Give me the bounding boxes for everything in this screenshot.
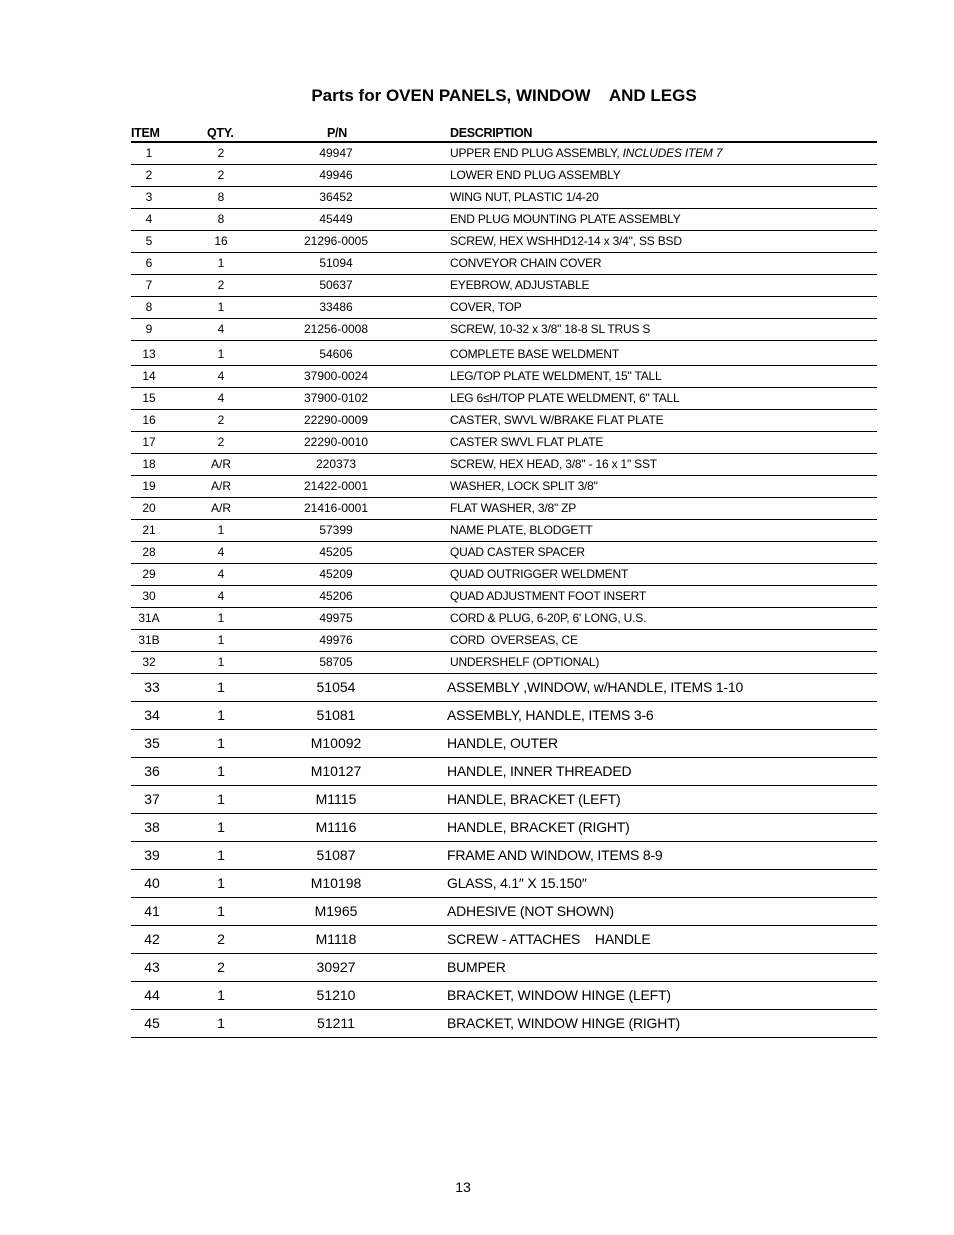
qty-cell: 1: [217, 847, 225, 863]
description-note: INCLUDES ITEM 7: [622, 146, 723, 160]
part-number-cell: 22290-0009: [303, 413, 369, 427]
part-number-cell: M10127: [310, 763, 362, 779]
qty-cell: 1: [217, 735, 225, 751]
description-cell: HANDLE, INNER THREADED: [447, 763, 632, 779]
item-cell: 44: [144, 987, 160, 1003]
description-cell: LEG/TOP PLATE WELDMENT, 15" TALL: [450, 369, 662, 383]
table-row: [131, 209, 877, 231]
item-cell: 38: [144, 819, 160, 835]
item-cell: 45: [144, 1015, 160, 1031]
qty-cell: 1: [217, 903, 225, 919]
item-cell: 19: [142, 479, 156, 493]
part-number-cell: 22290-0010: [303, 435, 369, 449]
qty-cell: 1: [217, 523, 225, 537]
item-cell: 7: [145, 278, 153, 292]
item-cell: 2: [145, 168, 153, 182]
part-number-cell: 21422-0001: [303, 479, 369, 493]
description-cell: SCREW, HEX WSHHD12-14 x 3/4", SS BSD: [450, 234, 682, 248]
qty-cell: 1: [217, 300, 225, 314]
description-cell: QUAD ADJUSTMENT FOOT INSERT: [450, 589, 646, 603]
column-header-item: ITEM: [131, 126, 160, 140]
description-cell: UNDERSHELF (OPTIONAL): [450, 655, 600, 669]
table-row: [131, 297, 877, 319]
item-cell: 28: [142, 545, 156, 559]
qty-cell: 4: [217, 391, 225, 405]
qty-cell: 1: [217, 611, 225, 625]
table-row: [131, 454, 877, 476]
part-number-cell: 49946: [319, 168, 353, 182]
qty-cell: 1: [217, 707, 225, 723]
description-cell: HANDLE, OUTER: [447, 735, 558, 751]
item-cell: 4: [145, 212, 153, 226]
table-row: [131, 432, 877, 454]
column-header-description: DESCRIPTION: [450, 126, 533, 140]
description-cell: CORD OVERSEAS, CE: [450, 633, 578, 647]
table-row: [131, 870, 877, 898]
item-cell: 13: [142, 347, 156, 361]
qty-cell: A/R: [210, 479, 231, 493]
description-cell: ASSEMBLY ,WINDOW, w/HANDLE, ITEMS 1-10: [447, 679, 744, 695]
description-cell: COVER, TOP: [450, 300, 522, 314]
part-number-cell: 21296-0005: [303, 234, 369, 248]
description-cell: QUAD OUTRIGGER WELDMENT: [450, 567, 629, 581]
part-number-cell: 36452: [319, 190, 353, 204]
qty-cell: 2: [217, 278, 225, 292]
part-number-cell: 45449: [319, 212, 353, 226]
part-number-cell: 21416-0001: [303, 501, 369, 515]
part-number-cell: 45206: [319, 589, 353, 603]
item-cell: 31A: [138, 611, 160, 625]
description-cell: SCREW, HEX HEAD, 3/8" - 16 x 1" SST: [450, 457, 657, 471]
description-cell: QUAD CASTER SPACER: [450, 545, 585, 559]
qty-cell: 1: [217, 819, 225, 835]
part-number-cell: 51054: [316, 679, 356, 695]
description-cell: SCREW - ATTACHES HANDLE: [447, 931, 651, 947]
description-cell: BUMPER: [447, 959, 506, 975]
qty-cell: A/R: [210, 501, 231, 515]
qty-cell: 4: [217, 322, 225, 336]
part-number-cell: 54606: [319, 347, 353, 361]
description-cell: GLASS, 4.1″ X 15.150″: [447, 875, 587, 891]
description-cell: BRACKET, WINDOW HINGE (RIGHT): [447, 1015, 680, 1031]
description-cell: ADHESIVE (NOT SHOWN): [447, 903, 614, 919]
qty-cell: 2: [217, 959, 225, 975]
table-row: [131, 388, 877, 410]
table-row: [131, 366, 877, 388]
part-number-cell: M10092: [310, 735, 362, 751]
qty-cell: 2: [217, 168, 225, 182]
qty-cell: 8: [217, 212, 225, 226]
description-cell: ASSEMBLY, HANDLE, ITEMS 3-6: [447, 707, 654, 723]
parts-table: [131, 143, 877, 1038]
table-row: [131, 758, 877, 786]
item-cell: 43: [144, 959, 160, 975]
qty-cell: 1: [217, 987, 225, 1003]
item-cell: 14: [142, 369, 156, 383]
page-title: Parts for OVEN PANELS, WINDOW AND LEGS: [311, 86, 697, 105]
qty-cell: 1: [217, 633, 225, 647]
table-row: [131, 730, 877, 758]
table-row: [131, 814, 877, 842]
description-cell: FLAT WASHER, 3/8" ZP: [450, 501, 577, 515]
description-cell: BRACKET, WINDOW HINGE (LEFT): [447, 987, 671, 1003]
item-cell: 42: [144, 931, 160, 947]
table-row: [131, 476, 877, 498]
description-cell: HANDLE, BRACKET (LEFT): [447, 791, 621, 807]
qty-cell: 8: [217, 190, 225, 204]
description-cell: FRAME AND WINDOW, ITEMS 8-9: [447, 847, 663, 863]
qty-cell: A/R: [210, 457, 231, 471]
table-row: [131, 253, 877, 275]
part-number-cell: 51210: [316, 987, 356, 1003]
item-cell: 32: [142, 655, 156, 669]
table-row: [131, 498, 877, 520]
qty-cell: 1: [217, 655, 225, 669]
table-row: [131, 954, 877, 982]
qty-cell: 16: [214, 234, 228, 248]
item-cell: 36: [144, 763, 160, 779]
table-row: [131, 319, 877, 341]
qty-cell: 4: [217, 589, 225, 603]
table-row: [131, 341, 877, 366]
table-row: [131, 702, 877, 730]
part-number-cell: M1118: [315, 931, 357, 947]
part-number-cell: 33486: [319, 300, 353, 314]
description-cell: CASTER, SWVL W/BRAKE FLAT PLATE: [450, 413, 664, 427]
part-number-cell: M1116: [315, 819, 357, 835]
item-cell: 29: [142, 567, 156, 581]
column-header-pn: P/N: [327, 126, 347, 140]
table-row: [131, 410, 877, 432]
qty-cell: 4: [217, 545, 225, 559]
table-row: [131, 786, 877, 814]
table-row: [131, 630, 877, 652]
qty-cell: 1: [217, 347, 225, 361]
part-number-cell: 51094: [319, 256, 353, 270]
table-header: [131, 126, 877, 142]
description-cell: COMPLETE BASE WELDMENT: [450, 347, 619, 361]
item-cell: 8: [145, 300, 153, 314]
item-cell: 40: [144, 875, 160, 891]
table-row: [131, 165, 877, 187]
qty-cell: 1: [217, 256, 225, 270]
part-number-cell: 51211: [317, 1015, 355, 1031]
part-number-cell: 49947: [319, 146, 353, 160]
item-cell: 20: [142, 501, 156, 515]
part-number-cell: 45209: [319, 567, 353, 581]
qty-cell: 1: [217, 875, 225, 891]
table-row: [131, 586, 877, 608]
table-row: [131, 926, 877, 954]
qty-cell: 2: [217, 931, 225, 947]
description-cell: SCREW, 10-32 x 3/8" 18-8 SL TRUS S: [450, 322, 651, 336]
part-number-cell: 49975: [319, 611, 353, 625]
description-cell: CORD & PLUG, 6-20P, 6' LONG, U.S.: [450, 611, 647, 625]
part-number-cell: M1965: [314, 903, 358, 919]
item-cell: 9: [145, 322, 153, 336]
qty-cell: 1: [217, 791, 225, 807]
item-cell: 6: [145, 256, 153, 270]
description-cell: HANDLE, BRACKET (RIGHT): [447, 819, 630, 835]
item-cell: 39: [144, 847, 160, 863]
item-cell: 1: [145, 146, 153, 160]
description-cell: LEG 6≤H/TOP PLATE WELDMENT, 6" TALL: [450, 391, 680, 405]
description-cell: CONVEYOR CHAIN COVER: [450, 256, 602, 270]
table-row: [131, 982, 877, 1010]
qty-cell: 1: [217, 1015, 225, 1031]
description-cell: END PLUG MOUNTING PLATE ASSEMBLY: [450, 212, 681, 226]
description-cell: LOWER END PLUG ASSEMBLY: [450, 168, 621, 182]
item-cell: 30: [142, 589, 156, 603]
item-cell: 15: [142, 391, 156, 405]
part-number-cell: 21256-0008: [303, 322, 369, 336]
page-number: 13: [455, 1179, 471, 1195]
table-row: [131, 520, 877, 542]
item-cell: 31B: [138, 633, 160, 647]
table-row: [131, 898, 877, 926]
description-cell: NAME PLATE, BLODGETT: [450, 523, 593, 537]
qty-cell: 4: [217, 567, 225, 581]
item-cell: 16: [142, 413, 156, 427]
table-row: [131, 143, 877, 165]
column-header-qty: QTY.: [207, 126, 234, 140]
part-number-cell: M1115: [315, 791, 357, 807]
table-row: [131, 652, 877, 674]
item-cell: 34: [144, 707, 160, 723]
part-number-cell: 57399: [319, 523, 353, 537]
table-row: [131, 1010, 877, 1038]
table-row: [131, 542, 877, 564]
qty-cell: 2: [217, 146, 225, 160]
part-number-cell: 37900-0024: [303, 369, 369, 383]
part-number-cell: 51087: [316, 847, 356, 863]
description-cell: WASHER, LOCK SPLIT 3/8": [450, 479, 598, 493]
part-number-cell: 50637: [319, 278, 353, 292]
item-cell: 17: [142, 435, 156, 449]
part-number-cell: 30927: [316, 959, 356, 975]
part-number-cell: 45205: [319, 545, 353, 559]
table-row: [131, 275, 877, 297]
part-number-cell: 51081: [316, 707, 356, 723]
table-row: [131, 842, 877, 870]
qty-cell: 2: [217, 435, 225, 449]
qty-cell: 1: [217, 679, 225, 695]
part-number-cell: 49976: [319, 633, 353, 647]
item-cell: 21: [142, 523, 156, 537]
part-number-cell: 220373: [315, 457, 357, 471]
description-cell: UPPER END PLUG ASSEMBLY, INCLUDES ITEM 7: [450, 146, 723, 160]
qty-cell: 2: [217, 413, 225, 427]
item-cell: 35: [144, 735, 160, 751]
table-row: [131, 674, 877, 702]
qty-cell: 1: [217, 763, 225, 779]
item-cell: 41: [144, 903, 160, 919]
item-cell: 37: [144, 791, 160, 807]
table-row: [131, 187, 877, 209]
item-cell: 5: [145, 234, 153, 248]
item-cell: 3: [145, 190, 153, 204]
table-row: [131, 564, 877, 586]
description-cell: WING NUT, PLASTIC 1/4-20: [450, 190, 599, 204]
item-cell: 33: [144, 679, 160, 695]
part-number-cell: 58705: [319, 655, 353, 669]
description-cell: CASTER SWVL FLAT PLATE: [450, 435, 604, 449]
table-row: [131, 608, 877, 630]
part-number-cell: 37900-0102: [303, 391, 369, 405]
part-number-cell: M10198: [310, 875, 362, 891]
qty-cell: 4: [217, 369, 225, 383]
description-cell: EYEBROW, ADJUSTABLE: [450, 278, 590, 292]
table-row: [131, 231, 877, 253]
item-cell: 18: [142, 457, 156, 471]
